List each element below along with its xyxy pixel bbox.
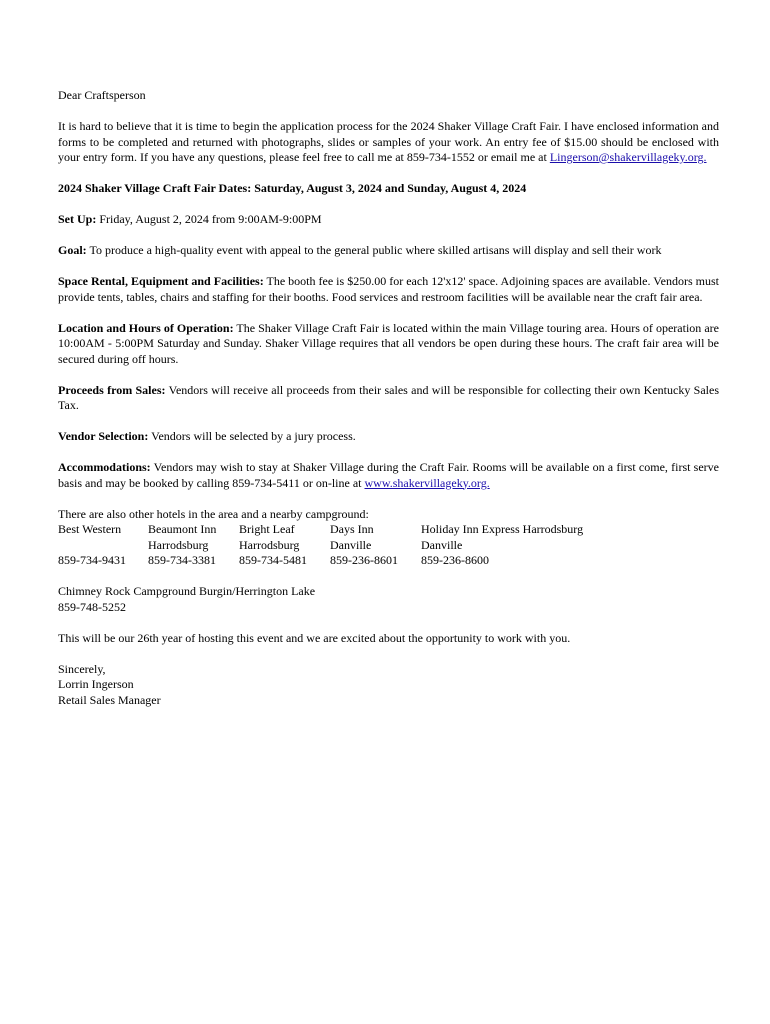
goal-label: Goal: xyxy=(58,243,87,257)
accommodations-paragraph xyxy=(58,460,719,491)
hotel-city: Harrodsburg xyxy=(148,537,209,552)
hotel-city: Harrodsburg xyxy=(239,537,300,552)
location-paragraph xyxy=(58,321,719,368)
valediction: Sincerely, xyxy=(58,661,106,676)
setup-text: Friday, August 2, 2024 from 9:00AM-9:00PM xyxy=(96,212,322,226)
goal-text: To produce a high-quality event with appeal to the general public where skilled artisans will display and sell their work xyxy=(86,243,662,257)
signer-name: Lorrin Ingerson xyxy=(58,677,134,691)
selection-text: Vendors will be selected by a jury process. xyxy=(148,429,356,443)
letter-body xyxy=(58,88,719,724)
dates-heading-text: 2024 Shaker Village Craft Fair Dates: Saturday, August 3, 2024 and Sunday, August 4, 2024 xyxy=(58,181,527,195)
proceeds-text: Vendors will receive all proceeds from their sales and will be responsible for collecting their own Kentucky Sales Tax. xyxy=(58,382,719,412)
goal-paragraph xyxy=(58,243,719,259)
selection-paragraph xyxy=(58,429,719,445)
hotel-phone: 859-734-3381 xyxy=(148,553,216,567)
campground-name: Chimney Rock Campground Burgin/Herrington Lake xyxy=(58,584,316,598)
intro-paragraph xyxy=(58,119,719,166)
proceeds-label: Proceeds from Sales: xyxy=(58,382,166,397)
setup-label: Set Up: xyxy=(58,212,97,226)
setup-paragraph xyxy=(58,212,719,228)
salutation: Dear Craftsperson xyxy=(58,88,146,102)
hotel-phone: 859-236-8600 xyxy=(421,553,489,567)
hotel-city: Danville xyxy=(421,537,463,552)
hotel-name: Best Western xyxy=(58,522,122,536)
hotel-city: Danville xyxy=(330,537,372,552)
closing-paragraph: This will be our 26th year of hosting this event and we are excited about the opportunity to work with you. xyxy=(58,630,571,645)
hotel-phone: 859-236-8601 xyxy=(330,553,398,567)
dates-heading xyxy=(58,181,719,197)
hotel-name: Beaumont Inn xyxy=(148,522,217,536)
selection-label: Vendor Selection: xyxy=(58,429,149,443)
location-text: The Shaker Village Craft Fair is located within the main Village touring area. Hours of operation are 10:00AM - 5:00PM Saturday and Sunday. Shaker Village requires that all vendors be open during these hours. The craft fair area will be secured during off hours. xyxy=(58,320,719,366)
accommodations-label: Accommodations: xyxy=(58,460,151,474)
intro-text: It is hard to believe that it is time to begin the application process for the 2024 Shaker Village Craft Fair. I have enclosed information and forms to be completed and returned with photographs, slides or samples of your work. An entry fee of $15.00 should be enclosed with your entry form. If you have any questions, please feel free to call me at 859-734-1552 or email me at xyxy=(58,119,719,164)
hotels-list xyxy=(58,522,719,569)
proceeds-paragraph xyxy=(58,383,719,414)
email-link[interactable]: Lingerson@shakervillageky.org. xyxy=(549,150,707,164)
space-paragraph xyxy=(58,274,719,305)
signer-title: Retail Sales Manager xyxy=(58,692,161,707)
hotels-intro: There are also other hotels in the area and a nearby campground: xyxy=(58,506,369,521)
accommodations-text: Vendors may wish to stay at Shaker Village during the Craft Fair. Rooms will be available on a first come, first serve basis and may be booked by calling 859-734-5411 or on-line at xyxy=(58,460,719,490)
hotel-name: Days Inn xyxy=(330,522,374,536)
hotel-phone: 859-734-9431 xyxy=(58,553,126,567)
hotel-phone: 859-734-5481 xyxy=(239,553,307,567)
campground-block xyxy=(58,584,719,615)
campground-phone: 859-748-5252 xyxy=(58,599,126,614)
hotel-city xyxy=(58,538,148,554)
space-text: The booth fee is $250.00 for each 12'x12' space. Adjoining spaces are available. Vendors must provide tents, tables, chairs and staffing for their booths. Food services and restroom facilities will be available near the craft fair area. xyxy=(58,274,719,304)
hotel-name: Bright Leaf xyxy=(239,522,295,536)
location-label: Location and Hours of Operation: xyxy=(58,320,234,335)
space-label: Space Rental, Equipment and Facilities: xyxy=(58,274,264,288)
hotel-name: Holiday Inn Express Harrodsburg xyxy=(421,522,584,536)
signature-block xyxy=(58,662,719,709)
website-link[interactable]: www.shakervillageky.org. xyxy=(364,475,490,490)
